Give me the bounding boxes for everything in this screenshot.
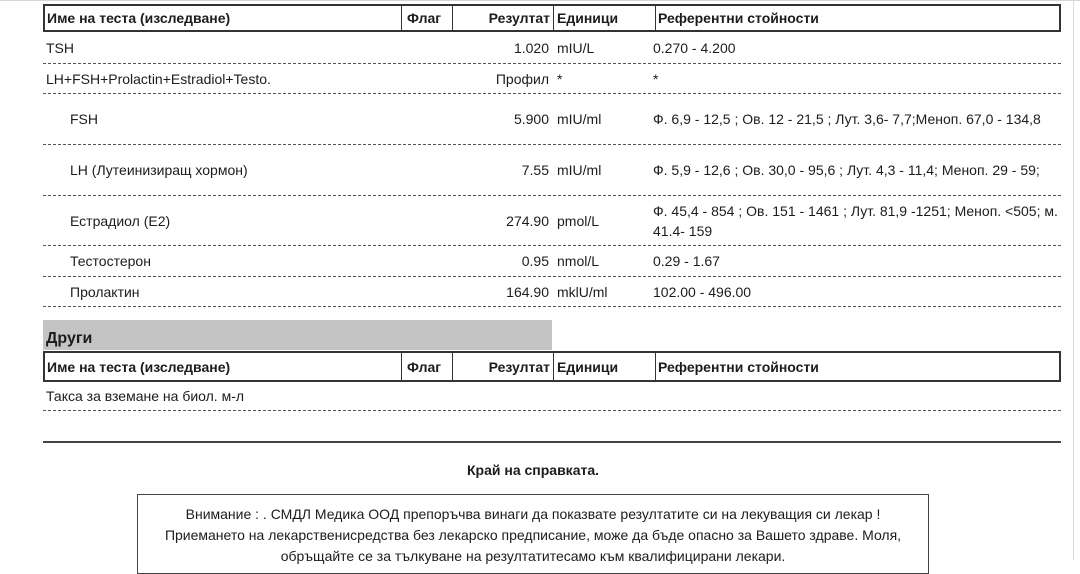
row-units (549, 382, 651, 410)
header-reference: Референтни стойности (655, 6, 1059, 30)
row-reference: 0.29 - 1.67 (653, 253, 720, 269)
results-table-header (43, 4, 1061, 32)
header-units: Единици (553, 353, 655, 380)
row-reference: 102.00 - 496.00 (653, 283, 752, 300)
row-test-name: TSH (46, 40, 74, 56)
row-reference (651, 382, 1061, 410)
row-units: mIU/ml (557, 111, 602, 127)
row-result (453, 382, 549, 410)
row-result: 274.90 (506, 212, 549, 229)
header-flag: Флаг (401, 353, 452, 380)
row-units: pmol/L (557, 212, 600, 229)
row-result: 0.95 (521, 253, 549, 269)
row-reference: 0.270 - 4.200 (653, 40, 736, 56)
top-divider (0, 0, 1080, 1)
table-row (43, 33, 1061, 64)
row-test-name: Тестостерон (70, 253, 151, 269)
row-result: 5.900 (513, 111, 549, 127)
header-flag: Флаг (401, 6, 452, 30)
header-units: Единици (553, 6, 655, 30)
row-units: mIU/ml (557, 162, 602, 178)
table-row (43, 145, 1061, 196)
row-test-name: Такса за вземане на биол. м-л (46, 388, 245, 404)
row-result: 1.020 (513, 40, 549, 56)
row-test-name: FSH (70, 111, 98, 127)
other-table-header (43, 351, 1061, 382)
table-row (43, 196, 1061, 246)
row-test-name: Пролактин (70, 283, 140, 300)
table-row (43, 277, 1061, 307)
warning-line-1: Внимание : . СМДЛ Медика ООД препоръчва винаги да показвате резултатите си на лекуващия си лекар ! (185, 506, 881, 522)
table-row (43, 64, 1061, 94)
header-test-name: Име на теста (изследване) (47, 10, 231, 26)
row-reference: Ф. 45,4 - 854 ; Ов. 151 - 1461 ; Лут. 81,9 -1251; Меноп. <505; м. 41.4- 159 (653, 202, 1058, 239)
table-row (43, 246, 1061, 277)
section-title-other: Други (43, 320, 552, 350)
header-result: Резултат (452, 353, 553, 380)
warning-line-3: обръщайте се за тълкуване на резултатитесамо към квалифицирани лекари. (280, 548, 786, 564)
table-row (43, 94, 1061, 145)
row-result: 164.90 (506, 283, 549, 300)
divider-line (43, 441, 1061, 443)
header-reference: Референтни стойности (655, 353, 1059, 380)
row-reference: Ф. 6,9 - 12,5 ; Ов. 12 - 21,5 ; Лут. 3,6- 7,7;Меноп. 67,0 - 134,8 (653, 111, 1041, 127)
row-test-name: LH (Лутеинизиращ хормон) (70, 162, 248, 178)
row-result: Профил (495, 70, 549, 87)
right-edge-line (1073, 0, 1074, 560)
row-test-name: LH+FSH+Prolactin+Estradiol+Testo. (46, 70, 271, 87)
header-result: Резултат (452, 6, 553, 30)
row-result: 7.55 (521, 162, 549, 178)
row-test-name: Естрадиол (E2) (70, 212, 171, 229)
row-reference: Ф. 5,9 - 12,6 ; Ов. 30,0 - 95,6 ; Лут. 4,3 - 11,4; Меноп. 29 - 59; (653, 162, 1040, 178)
row-reference: * (653, 70, 659, 87)
row-units: nmol/L (557, 253, 600, 269)
table-row (43, 382, 1061, 411)
row-units: mIU/L (557, 40, 595, 56)
warning-line-2: Приемането на лекарственисредства без лекарско предписание, може да бъде опасно за Вашето здраве. Моля, (164, 527, 902, 543)
row-units: mklU/ml (557, 283, 608, 300)
end-of-report-text: Край на справката. (466, 462, 600, 478)
row-units: * (557, 70, 563, 87)
warning-box (137, 494, 929, 574)
header-test-name: Име на теста (изследване) (47, 358, 231, 375)
